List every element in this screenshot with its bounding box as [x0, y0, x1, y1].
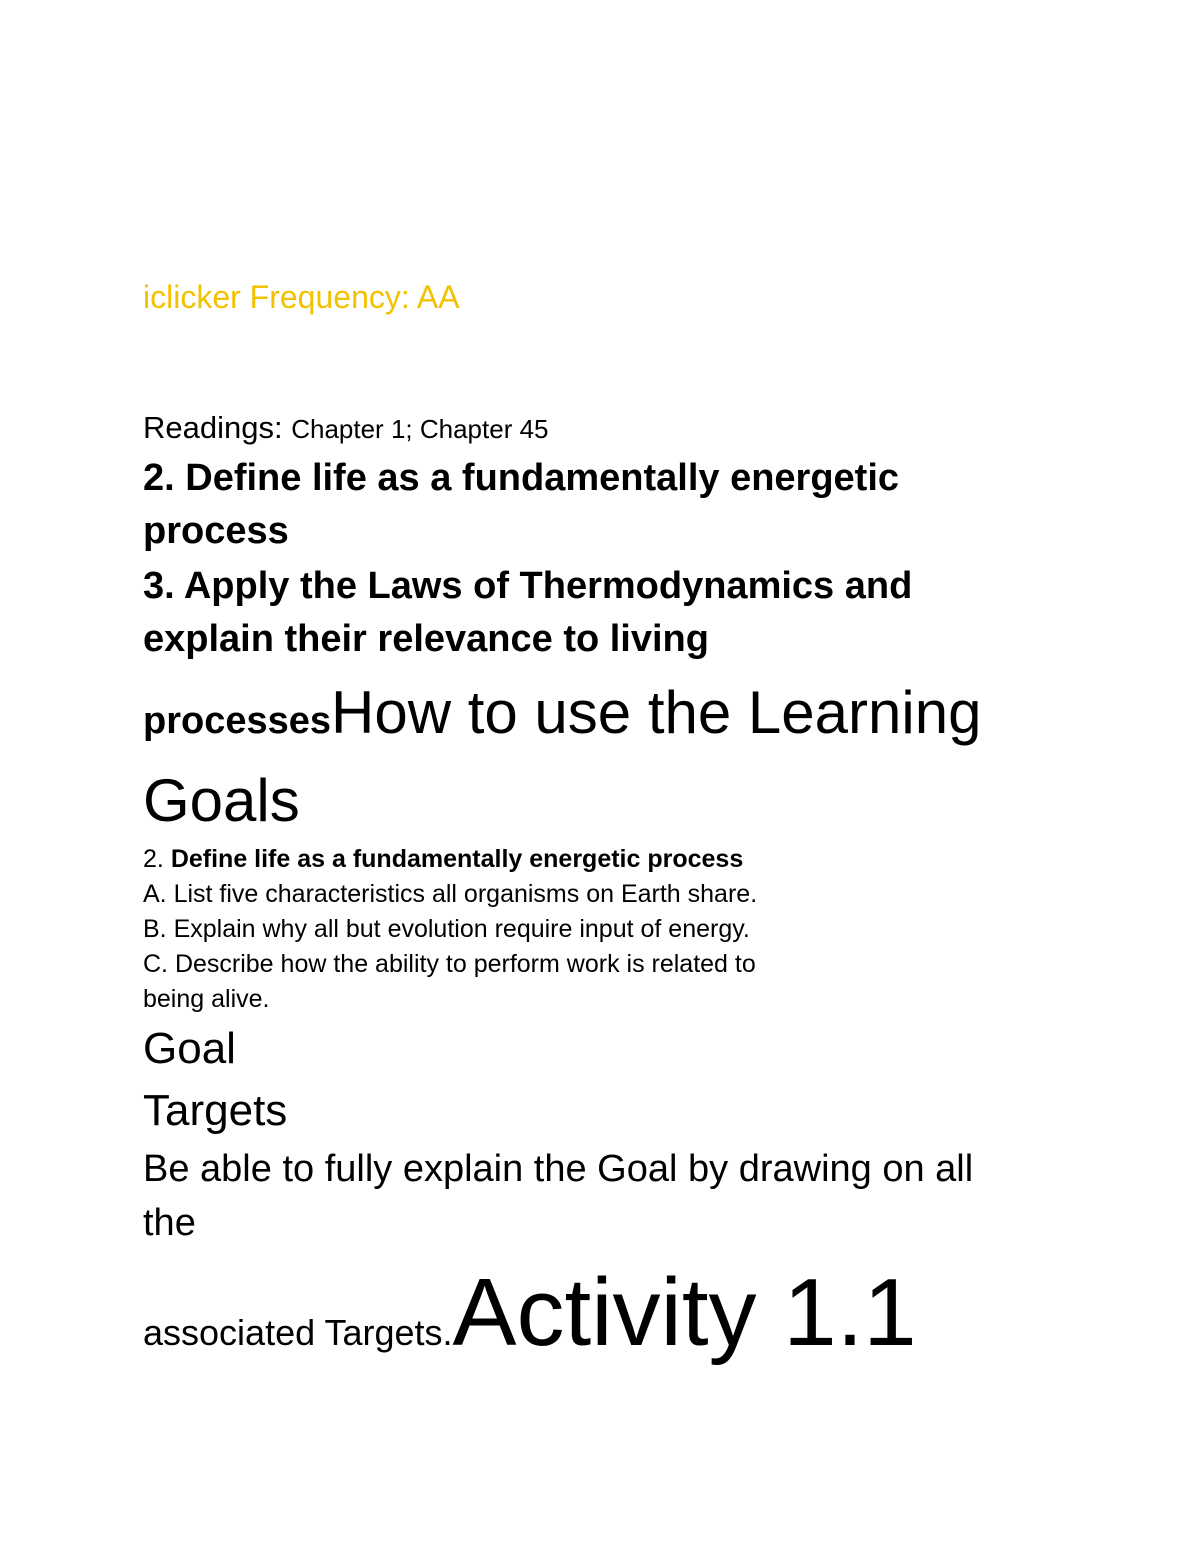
goal-list-item-b: B. Explain why all but evolution require input of energy. — [143, 915, 750, 943]
goal-heading-line-1: 2. Define life as a fundamentally energetic — [143, 457, 900, 499]
goal-list-item-c-continued: being alive. — [143, 985, 270, 1013]
readings-line — [143, 412, 549, 443]
targets-label: Targets — [143, 1086, 288, 1135]
how-to-title-continued: Goals — [143, 767, 300, 834]
activity-title: Activity 1.1 — [452, 1259, 917, 1366]
be-able-line-3: associated Targets. — [143, 1312, 453, 1353]
goal-heading-line-5: processes — [143, 700, 332, 742]
associated-targets-line — [143, 1259, 917, 1366]
be-able-line-2: the — [143, 1202, 196, 1244]
goal-list-item-c: C. Describe how the ability to perform work is related to — [143, 950, 756, 978]
goal-heading-line-3: 3. Apply the Laws of Thermodynamics and — [143, 565, 913, 607]
iclicker-frequency: iclicker Frequency: AA — [143, 279, 460, 315]
be-able-line-1: Be able to fully explain the Goal by drawing on all — [143, 1148, 974, 1190]
how-to-title: How to use the Learning — [331, 679, 982, 746]
goal-heading-line-4: explain their relevance to living — [143, 618, 709, 660]
goal-list-item-a: A. List five characteristics all organisms on Earth share. — [143, 880, 758, 908]
readings-chapters: Chapter 1; Chapter 45 — [291, 414, 549, 444]
goal-list-heading: Define life as a fundamentally energetic process — [170, 845, 744, 873]
processes-how-to-line — [143, 679, 982, 746]
goal-list-number: 2. — [143, 845, 164, 873]
readings-label: Readings: — [143, 410, 283, 445]
goal-list-title — [143, 847, 743, 872]
goal-label: Goal — [143, 1024, 236, 1073]
goal-heading-line-2: process — [143, 510, 289, 552]
